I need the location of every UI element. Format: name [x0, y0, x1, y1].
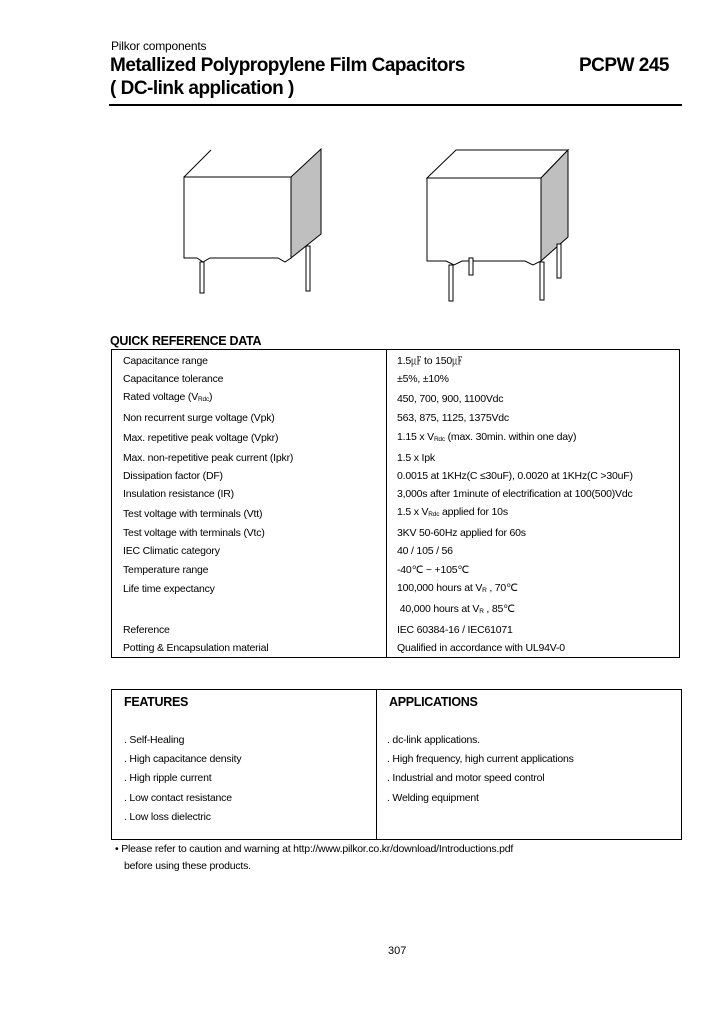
spec-parameter: Test voltage with terminals (Vtc) — [112, 524, 387, 542]
spec-parameter: Potting & Encapsulation material — [112, 639, 387, 658]
spec-value: 450, 700, 900, 1100Vdc — [397, 392, 504, 405]
applications-heading: APPLICATIONS — [389, 695, 478, 709]
spec-parameter: Non recurrent surge voltage (Vpk) — [112, 409, 387, 427]
page-number: 307 — [388, 945, 407, 957]
quick-reference-heading: QUICK REFERENCE DATA — [110, 334, 262, 348]
spec-value: ±5%, ±10% — [397, 373, 449, 386]
caution-note: • Please refer to caution and warning at http://www.pilkor.co.kr/download/Introductions.pdf — [115, 843, 514, 855]
spec-parameter: Capacitance range — [112, 350, 387, 371]
spec-row — [112, 449, 680, 467]
spec-row — [112, 409, 680, 427]
spec-value-pre: 40,000 hours at V — [397, 602, 480, 615]
spec-value — [387, 503, 680, 524]
spec-row — [112, 579, 680, 600]
spec-parameter — [112, 600, 387, 621]
spec-parameter-post: ) — [208, 391, 213, 404]
spec-value — [387, 579, 680, 600]
spec-parameter-pre: Rated voltage (V — [123, 391, 199, 404]
application-item: . Welding equipment — [387, 791, 479, 804]
spec-row — [112, 485, 680, 503]
spec-parameter: Test voltage with terminals (Vtt) — [112, 503, 387, 524]
features-heading: FEATURES — [124, 695, 189, 709]
quick-reference-table — [111, 349, 680, 658]
spec-parameter: Max. repetitive peak voltage (Vpkr) — [112, 428, 387, 449]
application-item: . dc-link applications. — [387, 734, 480, 746]
spec-parameter — [112, 388, 387, 409]
spec-row — [112, 467, 680, 485]
spec-value-sub: R — [479, 607, 484, 615]
spec-parameter-sub: Rdc — [198, 396, 209, 404]
spec-parameter: Dissipation factor (DF) — [112, 467, 387, 485]
caution-note-continued: before using these products. — [124, 860, 251, 872]
capacitor-drawing-left — [184, 149, 321, 293]
spec-value: Qualified in accordance with UL94V-0 — [397, 641, 565, 654]
spec-value-sub: Rdc — [433, 435, 445, 443]
spec-row — [112, 503, 680, 524]
brand-name: Pilkor components — [111, 39, 207, 53]
spec-row — [112, 639, 680, 658]
spec-value-post: (max. 30min. within one day) — [444, 430, 577, 443]
spec-value-post: applied for 10s — [439, 506, 508, 519]
capacitor-drawing-right — [427, 150, 568, 301]
spec-value-pre: 1.15 x V — [397, 430, 434, 443]
page-title: Metallized Polypropylene Film Capacitors — [110, 55, 465, 76]
spec-value: 1.5㎌ to 150㎌ — [397, 355, 463, 368]
spec-parameter: Max. non-repetitive peak current (Ipkr) — [112, 449, 387, 467]
spec-row — [112, 388, 680, 409]
spec-row — [112, 600, 680, 621]
spec-row — [112, 350, 680, 371]
capacitor-drawings — [0, 0, 720, 330]
spec-value-sub: Rdc — [428, 511, 440, 519]
spec-value: 40 / 105 / 56 — [397, 545, 453, 558]
spec-row — [112, 524, 680, 542]
feature-item: . Self-Healing — [124, 734, 185, 746]
features-list — [124, 731, 241, 827]
spec-value: 563, 875, 1125, 1375Vdc — [397, 412, 509, 425]
spec-parameter: Temperature range — [112, 561, 387, 579]
spec-value: 3KV 50-60Hz applied for 60s — [397, 527, 526, 540]
spec-value: 0.0015 at 1KHz(C ≤30uF), 0.0020 at 1KHz(C >30uF) — [397, 469, 633, 482]
application-item: . Industrial and motor speed control — [387, 772, 545, 785]
spec-row — [112, 428, 680, 449]
spec-value: IEC 60384-16 / IEC61071 — [397, 623, 513, 636]
page-subtitle: ( DC-link application ) — [110, 78, 294, 99]
spec-row — [112, 621, 680, 639]
spec-value — [387, 428, 680, 449]
spec-parameter: Reference — [112, 621, 387, 639]
part-number: PCPW 245 — [579, 55, 669, 76]
spec-value-pre: 1.5 x V — [397, 506, 429, 519]
box-divider — [376, 689, 377, 840]
spec-row — [112, 370, 680, 388]
application-item: . High frequency, high current applications — [387, 753, 574, 766]
spec-value-post: , 70℃ — [486, 581, 518, 594]
spec-row — [112, 561, 680, 579]
spec-value: 3,000s after 1minute of electrification at 100(500)Vdc — [397, 488, 633, 501]
spec-value — [387, 600, 680, 621]
feature-item: . High ripple current — [124, 772, 212, 785]
spec-value-sub: R — [482, 586, 487, 594]
feature-item: . High capacitance density — [124, 753, 242, 766]
feature-item: . Low loss dielectric — [124, 810, 211, 823]
applications-list — [387, 731, 574, 808]
spec-value: 1.5 x Ipk — [397, 451, 435, 464]
feature-item: . Low contact resistance — [124, 791, 232, 804]
spec-value: -40℃ ~ +105℃ — [397, 563, 469, 576]
spec-parameter: Capacitance tolerance — [112, 370, 387, 388]
spec-row — [112, 542, 680, 560]
spec-value-post: , 85℃ — [483, 602, 515, 615]
spec-parameter: Insulation resistance (IR) — [112, 485, 387, 503]
spec-value-pre: 100,000 hours at V — [397, 581, 483, 594]
spec-parameter: IEC Climatic category — [112, 542, 387, 560]
spec-parameter: Life time expectancy — [112, 579, 387, 600]
